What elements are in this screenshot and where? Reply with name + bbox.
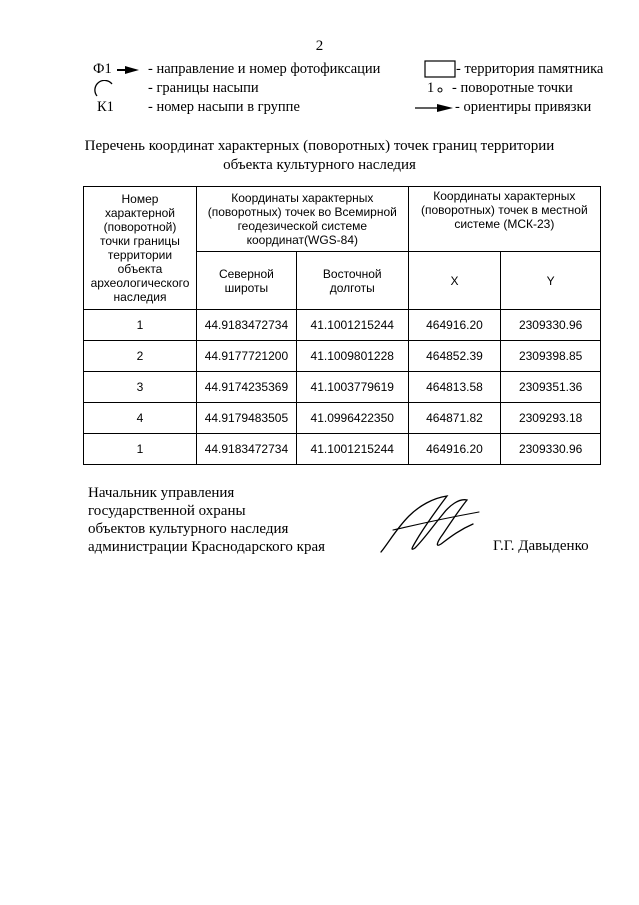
legend-landmark-text: - ориентиры привязки: [455, 99, 592, 115]
cell-latitude: 44.9183472734: [196, 434, 296, 465]
header-east-longitude: Восточной долготы: [296, 252, 408, 310]
coordinates-table: [83, 186, 601, 465]
legend-group-label: К1: [97, 99, 114, 115]
cell-x: 464813.58: [408, 372, 501, 403]
cell-x: 464871.82: [408, 403, 501, 434]
legend-mound-text: - границы насыпи: [148, 80, 259, 96]
cell-point-number: 1: [84, 434, 197, 465]
table-row: [84, 310, 601, 341]
cell-longitude: 41.1003779619: [296, 372, 408, 403]
table-row: [84, 372, 601, 403]
photo-direction-arrow-icon: [117, 65, 139, 75]
cell-y: 2309330.96: [501, 434, 601, 465]
table-header-row: [84, 187, 601, 252]
page-number: 2: [315, 38, 324, 54]
cell-longitude: 41.0996422350: [296, 403, 408, 434]
legend-group-text: - номер насыпи в группе: [148, 99, 300, 115]
cell-latitude: 44.9183472734: [196, 310, 296, 341]
cell-y: 2309351.36: [501, 372, 601, 403]
legend-photo-text: - направление и номер фотофиксации: [148, 61, 381, 77]
legend-territory-text: - территория памятника: [456, 61, 604, 77]
cell-point-number: 3: [84, 372, 197, 403]
cell-point-number: 2: [84, 341, 197, 372]
title-line-1: Перечень координат характерных (поворотных) точек границ территории: [84, 138, 555, 154]
table-row: [84, 403, 601, 434]
cell-latitude: 44.9179483505: [196, 403, 296, 434]
header-msk23: Координаты характерных (поворотных) точек в местной системе (МСК-23): [408, 187, 600, 252]
landmark-arrow-icon: [415, 103, 455, 113]
turning-point-icon: [436, 86, 444, 94]
signatory-line-3: объектов культурного наследия: [88, 521, 289, 537]
cell-point-number: 4: [84, 403, 197, 434]
cell-x: 464852.39: [408, 341, 501, 372]
legend-photo-label: Ф1: [93, 61, 112, 77]
legend-point-text: - поворотные точки: [452, 80, 573, 96]
signatory-line-1: Начальник управления: [88, 485, 235, 501]
document-title: [0, 137, 639, 175]
signatory-title: [88, 484, 325, 556]
cell-x: 464916.20: [408, 310, 501, 341]
cell-latitude: 44.9177721200: [196, 341, 296, 372]
cell-y: 2309293.18: [501, 403, 601, 434]
signatory-line-2: государственной охраны: [88, 503, 246, 519]
header-north-latitude: Северной широты: [196, 252, 296, 310]
header-point-number: Номер характерной (поворотной) точки границы территории объекта археологического наследия: [84, 187, 197, 310]
cell-y: 2309330.96: [501, 310, 601, 341]
cell-point-number: 1: [84, 310, 197, 341]
header-y: Y: [501, 252, 601, 310]
cell-longitude: 41.1001215244: [296, 310, 408, 341]
legend-point-label: 1: [427, 80, 435, 96]
table-row: [84, 434, 601, 465]
cell-y: 2309398.85: [501, 341, 601, 372]
cell-longitude: 41.1001215244: [296, 434, 408, 465]
signatory-line-4: администрации Краснодарского края: [88, 539, 326, 555]
territory-box-icon: [424, 60, 456, 78]
mound-boundary-icon: [93, 80, 117, 100]
header-x: X: [408, 252, 501, 310]
cell-x: 464916.20: [408, 434, 501, 465]
header-wgs84: Координаты характерных (поворотных) точек во Всемирной геодезической системе координат(WGS-84): [196, 187, 408, 252]
cell-latitude: 44.9174235369: [196, 372, 296, 403]
signatory-name: Г.Г. Давыденко: [493, 538, 589, 554]
cell-longitude: 41.1009801228: [296, 341, 408, 372]
table-row: [84, 341, 601, 372]
title-line-2: объекта культурного наследия: [223, 157, 416, 173]
handwritten-signature-icon: [375, 490, 485, 560]
